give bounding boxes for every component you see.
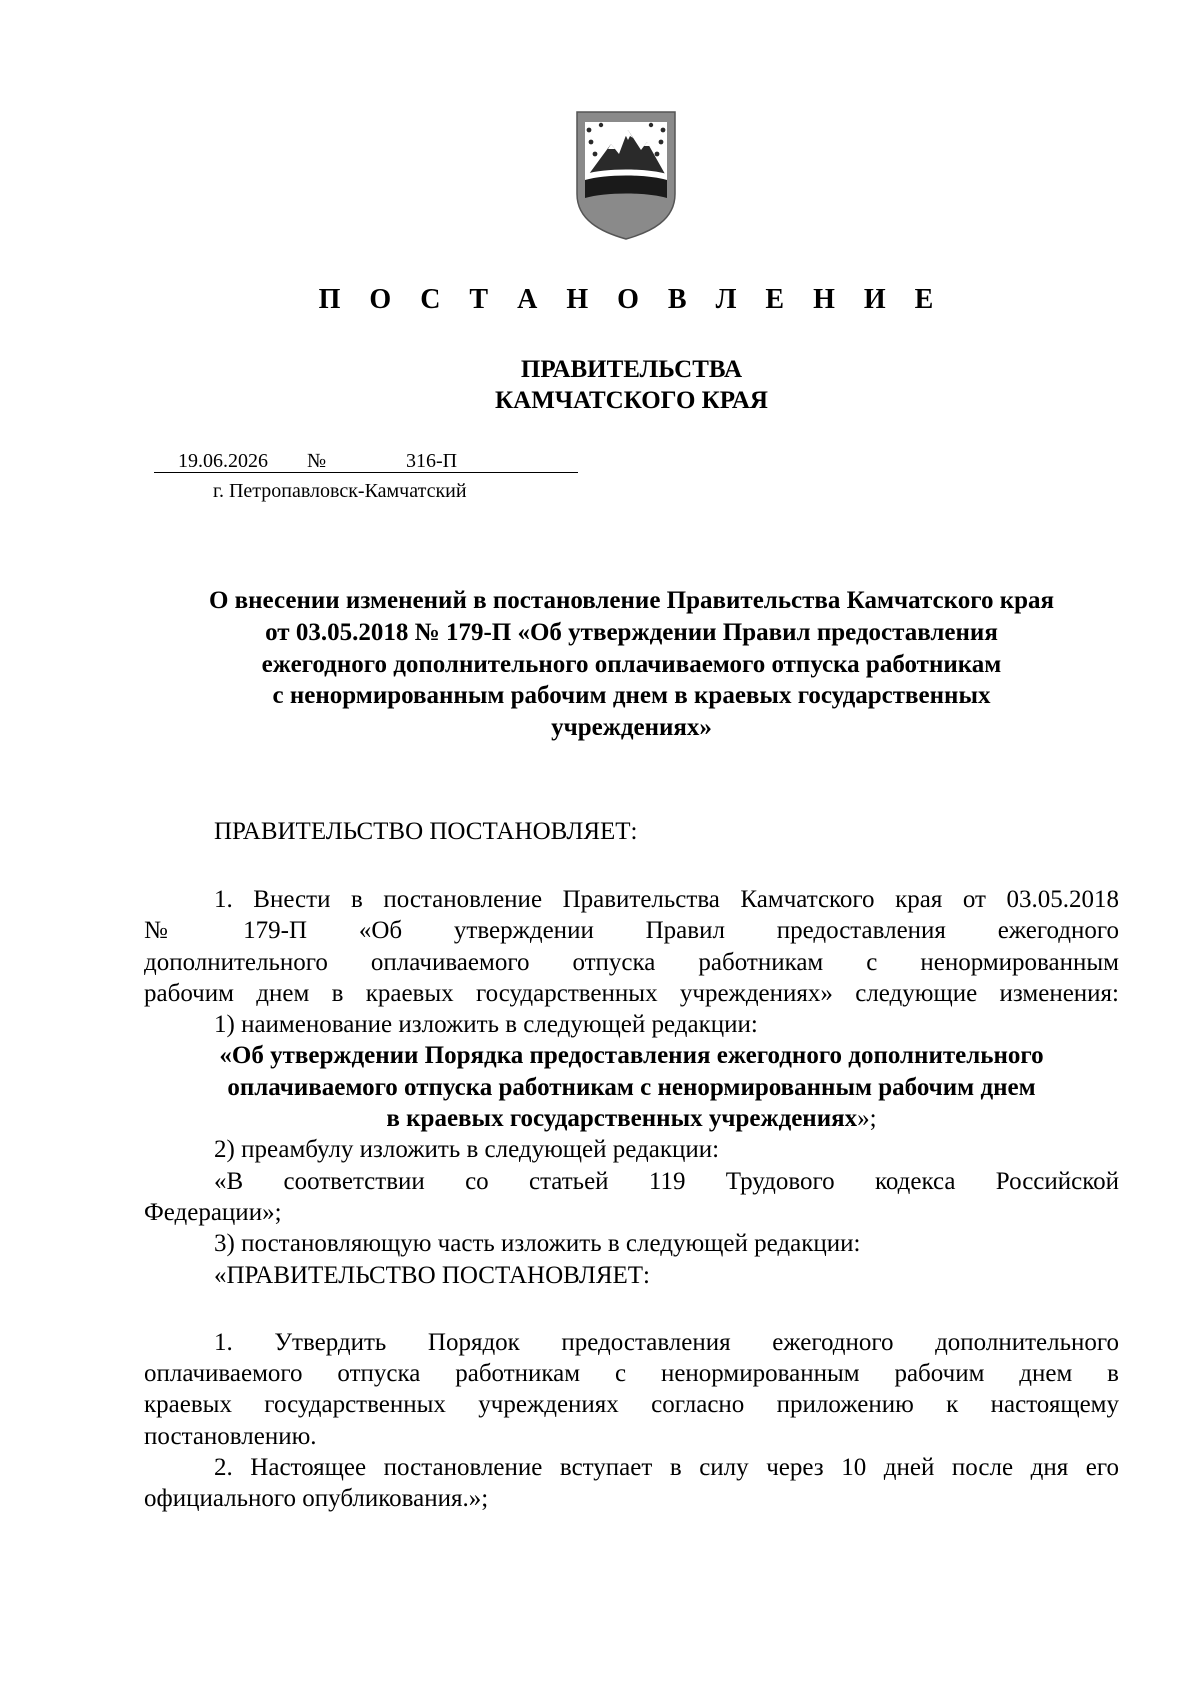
document-type-heading: П О С Т А Н О В Л Е Н И Е xyxy=(318,284,945,315)
point1-line: оплачиваемого отпуска работникам с ненормированным рабочим днем в xyxy=(144,1360,1119,1388)
resolves-statement: ПРАВИТЕЛЬСТВО ПОСТАНОВЛЯЕТ: xyxy=(214,818,638,845)
spacer xyxy=(144,1291,1119,1327)
city-of-issue: г. Петропавловск-Камчатский xyxy=(213,480,467,502)
subitem-1: 1) наименование изложить в следующей редакции: xyxy=(214,1011,758,1039)
item1-line: № 179-П «Об утверждении Правил предоставления ежегодного xyxy=(144,917,1119,945)
point1-line: 1. Утвердить Порядок предоставления ежегодного дополнительного xyxy=(214,1328,1119,1356)
number-sign: № xyxy=(307,450,327,472)
new-name-line: «Об утверждении Порядка предоставления ежегодного дополнительного xyxy=(219,1042,1044,1070)
authority-line: КАМЧАТСКОГО КРАЯ xyxy=(495,387,768,414)
kamchatka-coat-of-arms xyxy=(571,108,681,241)
document-number: 316-П xyxy=(406,450,458,472)
date-number-row xyxy=(154,449,578,473)
new-name-tail: »; xyxy=(857,1105,877,1133)
document-body xyxy=(144,884,1119,1515)
authority-line: ПРАВИТЕЛЬСТВА xyxy=(520,356,743,383)
title-line: О внесении изменений в постановление Правительства Камчатского края xyxy=(208,587,1055,614)
subitem-2: 2) преамбулу изложить в следующей редакции: xyxy=(214,1136,720,1164)
document-title xyxy=(130,585,1133,744)
new-name-bold: в краевых государственных учреждениях xyxy=(386,1105,858,1133)
preamble-line: «В соответствии со статьей 119 Трудового кодекса Российской xyxy=(214,1167,1119,1195)
new-resolves-statement: «ПРАВИТЕЛЬСТВО ПОСТАНОВЛЯЕТ: xyxy=(214,1261,650,1289)
date-underline xyxy=(154,472,578,473)
subitem-3: 3) постановляющую часть изложить в следующей редакции: xyxy=(214,1230,861,1258)
point1-line: постановлению. xyxy=(144,1422,317,1450)
preamble-line: Федерации»; xyxy=(144,1198,282,1226)
issuing-authority xyxy=(0,354,1200,416)
item1-line: рабочим днем в краевых государственных учреждениях» следующие изменения: xyxy=(144,979,1119,1007)
new-name-line: оплачиваемого отпуска работникам с ненормированным рабочим днем xyxy=(227,1073,1036,1101)
new-name-line xyxy=(144,1103,1119,1134)
point1-line: краевых государственных учреждениях согласно приложению к настоящему xyxy=(144,1391,1119,1419)
point2-line: официального опубликования.»; xyxy=(144,1485,489,1513)
item1-line: 1. Внести в постановление Правительства Камчатского края от 03.05.2018 xyxy=(214,886,1119,913)
document-date: 19.06.2026 xyxy=(178,450,268,472)
title-line: с ненормированным рабочим днем в краевых государственных xyxy=(272,682,991,710)
resolution-block xyxy=(144,816,1119,847)
item1-line: дополнительного оплачиваемого отпуска работникам с ненормированным xyxy=(144,948,1119,976)
point2-line: 2. Настоящее постановление вступает в силу через 10 дней после дня его xyxy=(214,1454,1119,1482)
title-line: от 03.05.2018 № 179-П «Об утверждении Правил предоставления xyxy=(265,618,998,646)
title-line: ежегодного дополнительного оплачиваемого отпуска работникам xyxy=(261,650,1002,678)
title-line: учреждениях» xyxy=(551,714,712,742)
